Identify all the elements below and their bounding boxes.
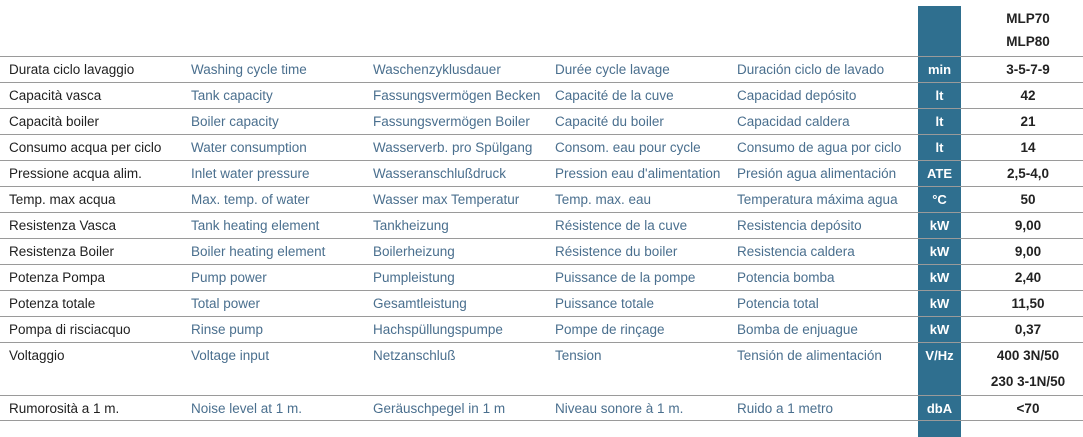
table-row	[0, 56, 1083, 82]
spec-label-en: Inlet water pressure	[191, 166, 310, 181]
spec-label-de: Wasseranschlußdruck	[373, 166, 507, 181]
unit-label: lt	[935, 88, 944, 103]
table-row	[0, 160, 1083, 186]
spec-label-fr: Puissance de la pompe	[555, 270, 696, 285]
spec-label-en: Boiler capacity	[191, 114, 279, 129]
spec-label-it: Capacità vasca	[9, 88, 102, 103]
spec-label-es: Potencia bomba	[737, 270, 835, 285]
spec-label-de: Boilerheizung	[373, 244, 455, 259]
spec-label-it: Resistenza Vasca	[9, 218, 117, 233]
spec-label-fr: Pression eau d'alimentation	[555, 166, 721, 181]
unit-label: °C	[932, 192, 947, 207]
spec-label-it: Rumorosità a 1 m.	[9, 401, 120, 416]
spec-label-de: Waschenzyklusdauer	[373, 62, 501, 77]
spec-label-es: Capacidad caldera	[737, 114, 850, 129]
spec-label-de: Gesamtleistung	[373, 296, 467, 311]
table-row	[0, 108, 1083, 134]
spec-label-en: Tank heating element	[191, 218, 320, 233]
unit-label: lt	[935, 114, 944, 129]
unit-label: lt	[935, 140, 944, 155]
spec-label-it: Resistenza Boiler	[9, 244, 115, 259]
table-row	[0, 238, 1083, 264]
table-row	[0, 186, 1083, 212]
spec-label-de: Fassungsvermögen Boiler	[373, 114, 530, 129]
spec-label-it: Potenza Pompa	[9, 270, 106, 285]
spec-label-en: Max. temp. of water	[191, 192, 310, 207]
spec-value: 21	[1020, 114, 1036, 129]
spec-label-it: Pompa di risciacquo	[9, 322, 131, 337]
unit-label: kW	[929, 322, 950, 337]
spec-label-en: Rinse pump	[191, 322, 264, 337]
spec-label-es: Duración ciclo de lavado	[737, 62, 885, 77]
model-header-1: MLP70	[1006, 11, 1050, 26]
spec-label-fr: Résistence du boiler	[555, 244, 678, 259]
spec-label-fr: Tension	[555, 348, 602, 363]
spec-label-de: Hachspüllungspumpe	[373, 322, 503, 337]
spec-label-de: Fassungsvermögen Becken	[373, 88, 541, 103]
unit-label: kW	[929, 244, 950, 259]
table-row	[0, 342, 1083, 395]
spec-label-en: Voltage input	[191, 348, 270, 363]
table-row	[0, 82, 1083, 108]
spec-label-en: Water consumption	[191, 140, 307, 155]
spec-label-fr: Capacité de la cuve	[555, 88, 674, 103]
spec-label-es: Temperatura máxima agua	[737, 192, 898, 207]
spec-value: 2,5-4,0	[1006, 166, 1050, 181]
unit-label: dbA	[926, 401, 953, 416]
spec-label-es: Tensión de alimentación	[737, 348, 882, 363]
unit-label: ATE	[926, 166, 953, 181]
table-row	[0, 395, 1083, 421]
spec-value: 9,00	[1014, 244, 1042, 259]
spec-label-es: Ruido a 1 metro	[737, 401, 834, 416]
spec-label-fr: Puissance totale	[555, 296, 655, 311]
spec-value: 0,37	[1014, 322, 1042, 337]
spec-label-de: Tankheizung	[373, 218, 449, 233]
spec-value: 50	[1020, 192, 1036, 207]
spec-label-it: Voltaggio	[9, 348, 65, 363]
spec-value: 14	[1020, 140, 1036, 155]
spec-label-de: Netzanschluß	[373, 348, 456, 363]
unit-label: kW	[929, 296, 950, 311]
spec-label-fr: Résistence de la cuve	[555, 218, 688, 233]
spec-label-en: Boiler heating element	[191, 244, 326, 259]
spec-label-fr: Durée cycle lavage	[555, 62, 670, 77]
spec-value: 400 3N/50	[996, 348, 1060, 363]
spec-label-es: Resistencia caldera	[737, 244, 855, 259]
unit-label: min	[927, 62, 952, 77]
table-row	[0, 212, 1083, 238]
spec-label-es: Presión agua alimentación	[737, 166, 897, 181]
spec-label-fr: Consom. eau pour cycle	[555, 140, 701, 155]
spec-label-it: Durata ciclo lavaggio	[9, 62, 135, 77]
spec-value: 3-5-7-9	[1006, 62, 1050, 77]
spec-label-de: Wasserverb. pro Spülgang	[373, 140, 533, 155]
spec-value: 42	[1020, 88, 1036, 103]
spec-label-it: Potenza totale	[9, 296, 96, 311]
table-row	[0, 290, 1083, 316]
spec-label-it: Pressione acqua alim.	[9, 166, 142, 181]
spec-label-es: Bomba de enjuague	[737, 322, 858, 337]
spec-label-es: Consumo de agua por ciclo	[737, 140, 902, 155]
spec-value: 11,50	[1011, 296, 1045, 311]
spec-label-en: Total power	[191, 296, 261, 311]
unit-label: kW	[929, 218, 950, 233]
spec-value: <70	[1016, 401, 1040, 416]
spec-label-es: Capacidad depósito	[737, 88, 857, 103]
spec-label-it: Capacità boiler	[9, 114, 100, 129]
spec-label-de: Wasser max Temperatur	[373, 192, 520, 207]
spec-label-en: Pump power	[191, 270, 267, 285]
spec-label-es: Potencia total	[737, 296, 819, 311]
spec-value: 9,00	[1014, 218, 1042, 233]
spec-label-fr: Niveau sonore à 1 m.	[555, 401, 684, 416]
spec-value: 2,40	[1014, 270, 1042, 285]
spec-label-de: Geräuschpegel in 1 m	[373, 401, 506, 416]
table-row	[0, 316, 1083, 342]
model-header-2: MLP80	[1006, 34, 1050, 49]
spec-label-fr: Capacité du boiler	[555, 114, 664, 129]
spec-label-en: Washing cycle time	[191, 62, 307, 77]
unit-label: V/Hz	[925, 348, 954, 363]
spec-label-de: Pumpleistung	[373, 270, 455, 285]
spec-label-it: Temp. max acqua	[9, 192, 116, 207]
spec-value-secondary: 230 3-1N/50	[990, 374, 1066, 389]
spec-label-fr: Pompe de rinçage	[555, 322, 665, 337]
table-row	[0, 264, 1083, 290]
table-row	[0, 134, 1083, 160]
spec-label-es: Resistencia depósito	[737, 218, 862, 233]
unit-label: kW	[929, 270, 950, 285]
spec-label-en: Tank capacity	[191, 88, 273, 103]
spec-label-fr: Temp. max. eau	[555, 192, 652, 207]
spec-label-it: Consumo acqua per ciclo	[9, 140, 162, 155]
spec-label-en: Noise level at 1 m.	[191, 401, 303, 416]
